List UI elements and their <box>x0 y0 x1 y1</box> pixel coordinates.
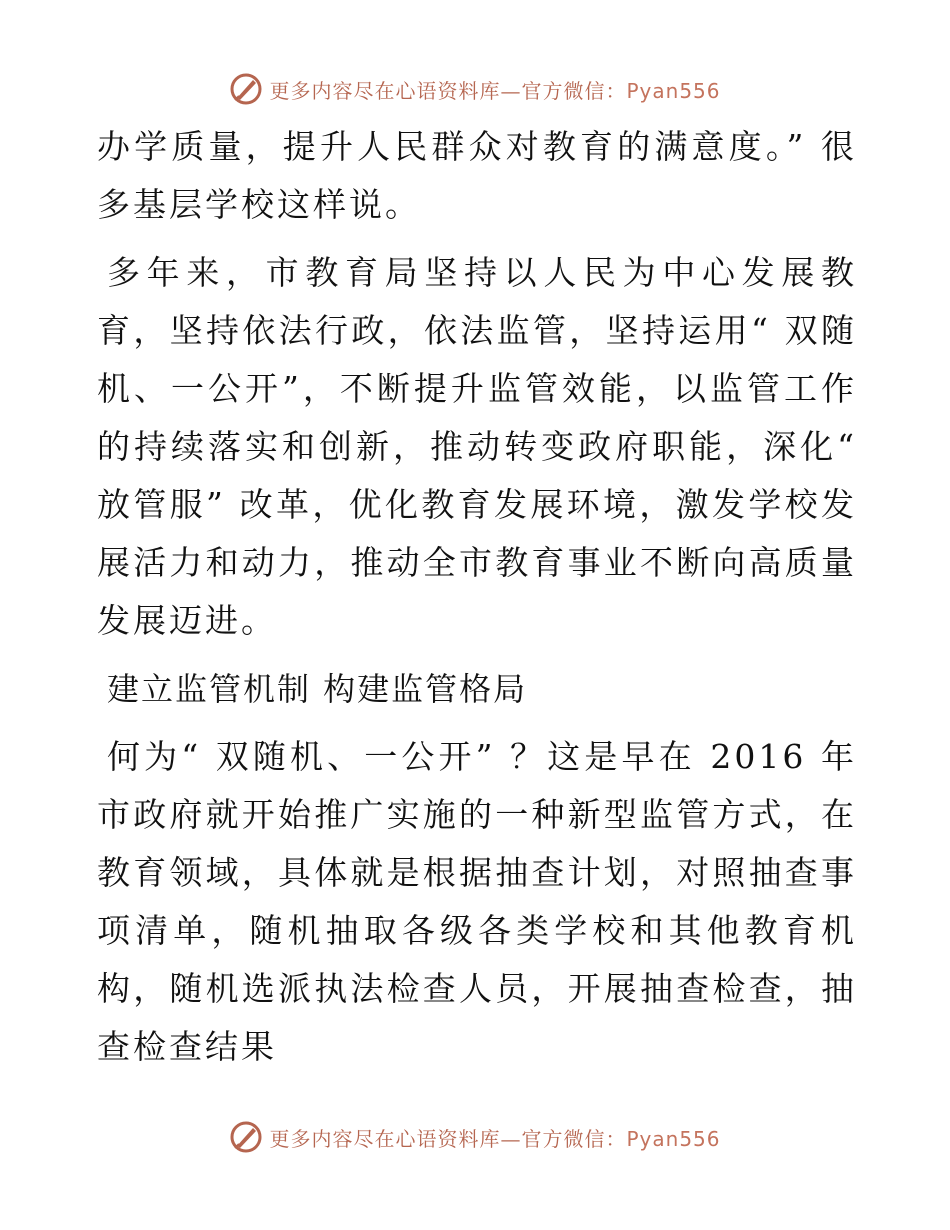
quill-logo-icon <box>229 72 263 106</box>
watermark-label: 更多内容尽在心语资料库—官方微信： <box>269 78 627 103</box>
header-watermark <box>0 72 950 106</box>
footer-watermark <box>0 1120 950 1154</box>
paragraph-1: 办学质量，提升人民群众对教育的满意度。” 很多基层学校这样说。 <box>97 127 857 224</box>
document-body <box>97 118 857 1076</box>
watermark-text <box>269 75 720 104</box>
watermark-wechat-id: Pyan556 <box>626 78 721 103</box>
quill-logo-icon <box>229 1120 263 1154</box>
section-heading: 建立监管机制 构建监管格局 <box>107 670 528 708</box>
watermark-text <box>269 1123 720 1152</box>
paragraph-2: 多年来，市教育局坚持以人民为中心发展教育，坚持依法行政，依法监管，坚持运用“ 双随机、一公开”，不断提升监管效能，以监管工作的持续落实和创新，推动转变政府职能，深化“ 放管服” 改革，优化教育发展环境，激发学校发展活力和动力，推动全市教育事业不断向高质量发展迈进。 <box>97 253 857 640</box>
watermark-label: 更多内容尽在心语资料库—官方微信： <box>269 1126 627 1151</box>
watermark-wechat-id: Pyan556 <box>626 1126 721 1151</box>
paragraph-3: 何为“ 双随机、一公开” ？这是早在 2016 年市政府就开始推广实施的一种新型监管方式，在教育领域，具体就是根据抽查计划，对照抽查事项清单，随机抽取各级各类学校和其他教育机构，随机选派执法检查人员，开展抽查检查，抽查检查结果 <box>97 737 857 1066</box>
